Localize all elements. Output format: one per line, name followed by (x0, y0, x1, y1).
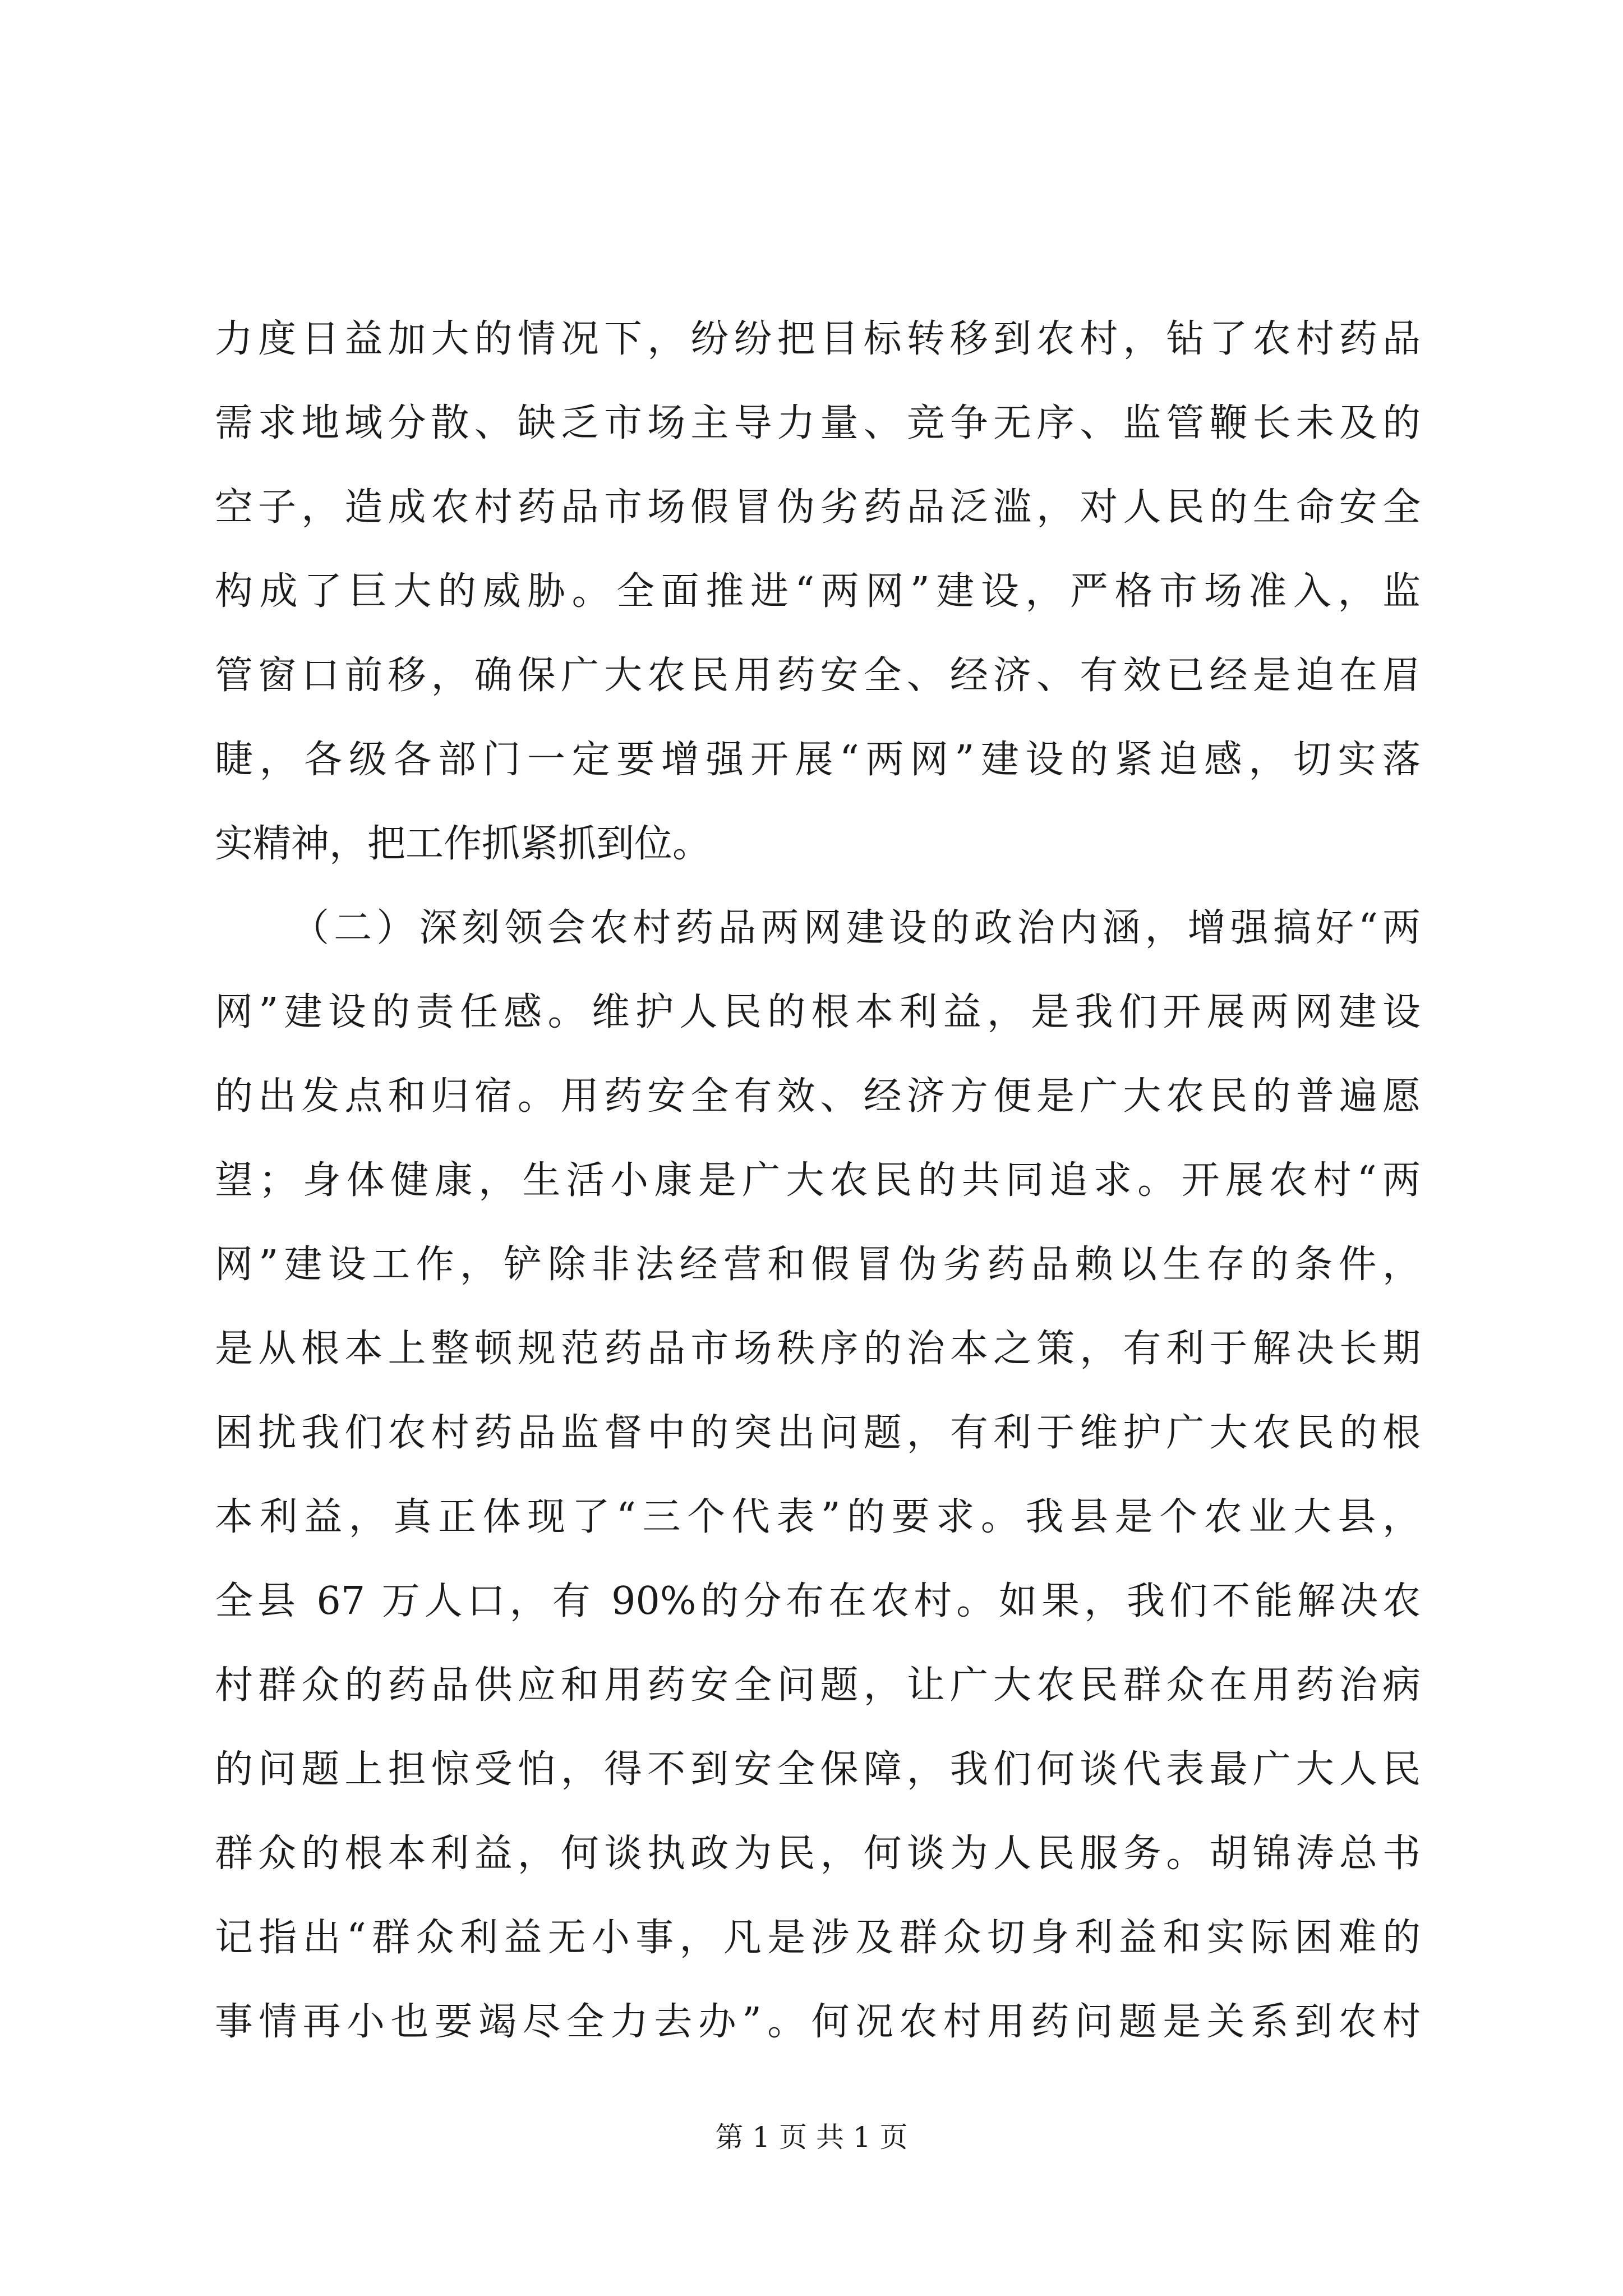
text-line: 是从根本上整顿规范药品市场秩序的治本之策，有利于解决长期 (215, 1327, 1421, 1371)
text-line: 网”建设工作，铲除非法经营和假冒伪劣药品赖以生存的条件， (215, 1243, 1421, 1287)
text-line: 村群众的药品供应和用药安全问题，让广大农民群众在用药治病 (215, 1663, 1421, 1708)
document-body (215, 297, 1421, 2064)
text-line: 力度日益加大的情况下，纷纷把目标转移到农村，钻了农村药品 (215, 317, 1421, 361)
text-line: 管窗口前移，确保广大农民用药安全、经济、有效已经是迫在眉 (215, 654, 1421, 698)
text-line: 群众的根本利益，何谈执政为民，何谈为人民服务。胡锦涛总书 (215, 1832, 1421, 1876)
text-line: 实精神，把工作抓紧抓到位。 (215, 822, 711, 866)
text-line: 事情再小也要竭尽全力去办”。何况农村用药问题是关系到农村 (215, 2000, 1421, 2044)
text-line: 的问题上担惊受怕，得不到安全保障，我们何谈代表最广大人民 (215, 1747, 1421, 1792)
text-line: 的出发点和归宿。用药安全有效、经济方便是广大农民的普遍愿 (215, 1074, 1421, 1119)
paragraph-start-line: （二）深刻领会农村药品两网建设的政治内涵，增强搞好“两 (291, 906, 1421, 950)
text-line: 空子，造成农村药品市场假冒伪劣药品泛滥，对人民的生命安全 (215, 485, 1421, 530)
text-line: 望；身体健康，生活小康是广大农民的共同追求。开展农村“两 (215, 1158, 1421, 1203)
text-line: 睫，各级各部门一定要增强开展“两网”建设的紧迫感，切实落 (215, 738, 1421, 782)
text-line: 需求地域分散、缺乏市场主导力量、竞争无序、监管鞭长未及的 (215, 401, 1421, 445)
text-line: 本利益，真正体现了“三个代表”的要求。我县是个农业大县， (215, 1495, 1421, 1539)
text-line: 构成了巨大的威胁。全面推进“两网”建设，严格市场准入，监 (215, 569, 1421, 614)
page-footer (0, 2115, 1623, 2155)
text-line: 网”建设的责任感。维护人民的根本利益，是我们开展两网建设 (215, 990, 1421, 1034)
page-number: 第 1 页 共 1 页 (715, 2121, 908, 2154)
text-line: 记指出“群众利益无小事，凡是涉及群众切身利益和实际困难的 (215, 1916, 1421, 1960)
text-line: 全县 67 万人口，有 90%的分布在农村。如果，我们不能解决农 (215, 1579, 1421, 1623)
text-line: 困扰我们农村药品监督中的突出问题，有利于维护广大农民的根 (215, 1411, 1421, 1455)
